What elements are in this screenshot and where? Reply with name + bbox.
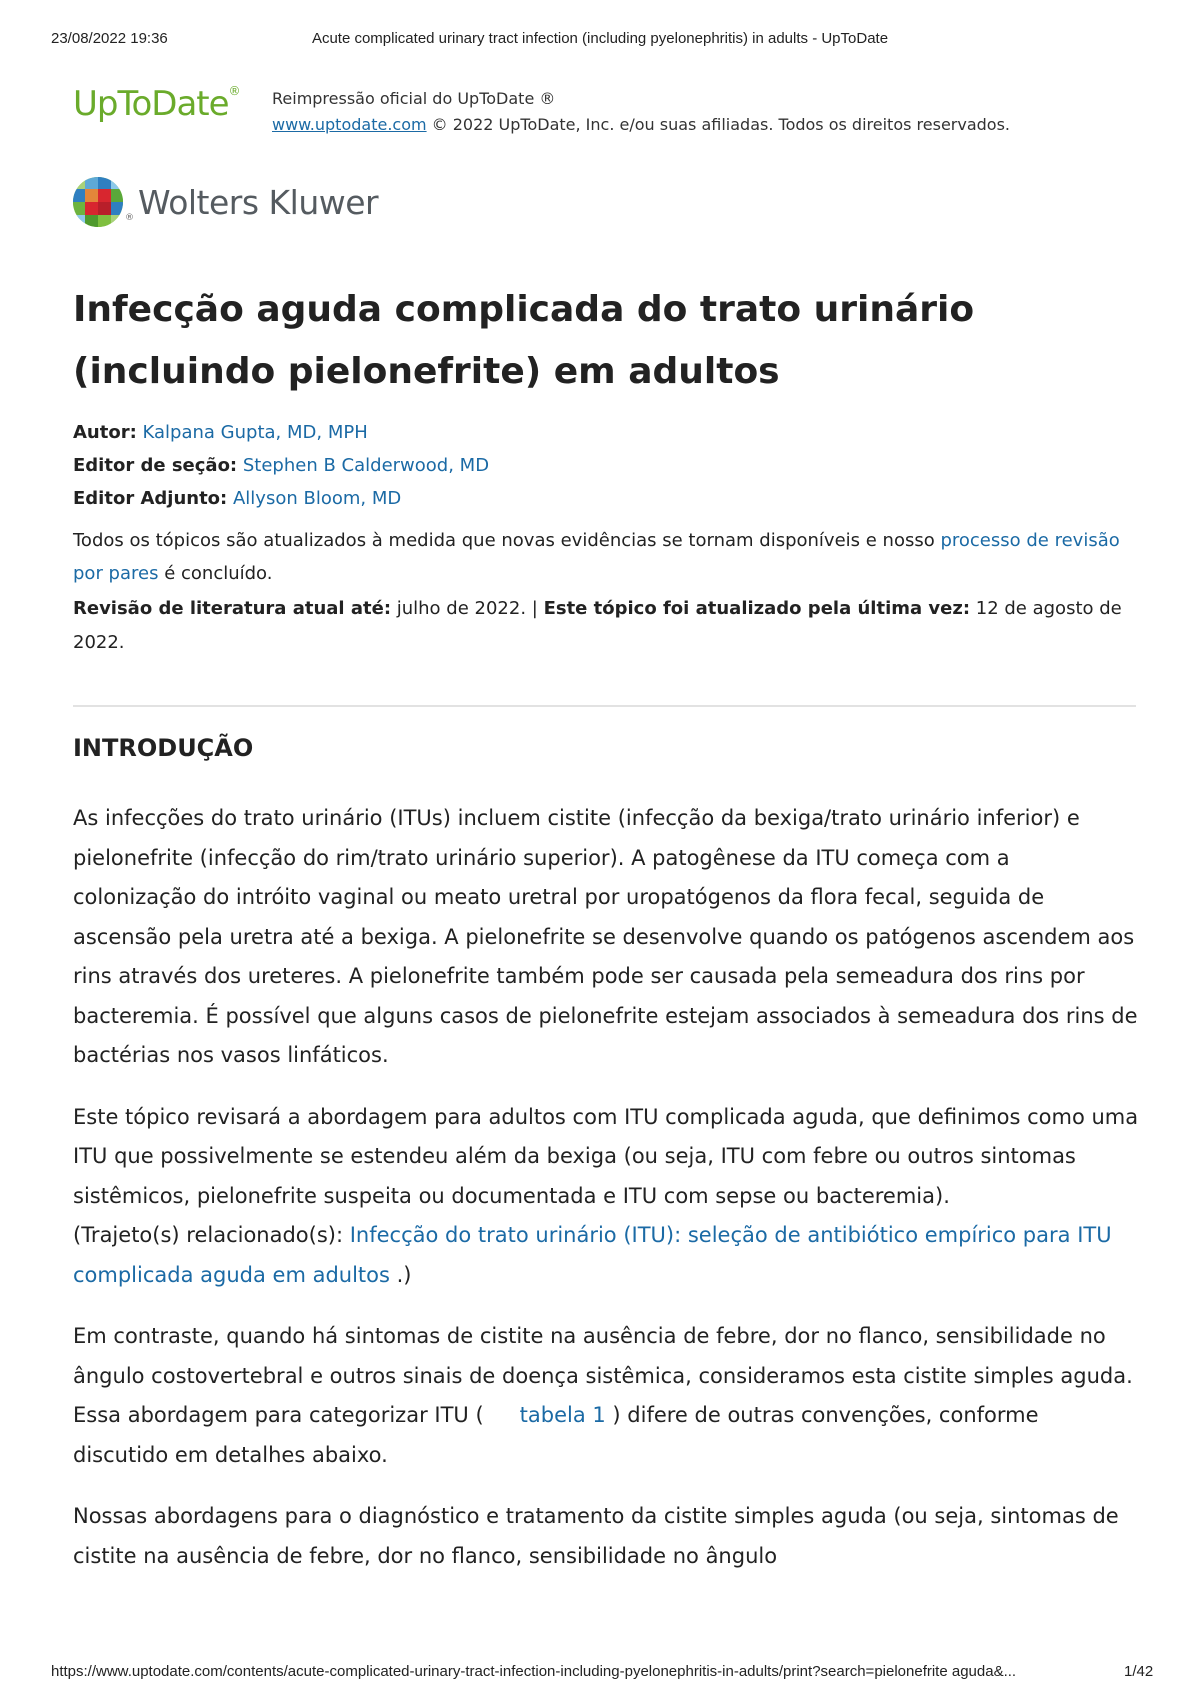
section-divider	[73, 705, 1136, 707]
paragraph-3	[73, 1317, 1139, 1475]
last-updated-value: 12 de agosto de 2022.	[73, 598, 1122, 653]
paragraph-2: Este tópico revisará a abordagem para adultos com ITU complicada aguda, que definimos como uma ITU que possivelmente se estendeu além da bexiga (ou seja, ITU com febre ou outros sintomas sistêmicos, pielonefrite suspeita ou documentada e ITU com sepse ou bacteremia).	[73, 1104, 1139, 1208]
reprint-line: Reimpressão oficial do UpToDate ®	[272, 89, 556, 108]
lit-review-value: julho de 2022. |	[391, 598, 544, 619]
print-page-title: Acute complicated urinary tract infection (including pyelonephritis) in adults - UpToDate	[311, 30, 889, 47]
print-date: 23/08/2022 19:36	[51, 30, 168, 47]
reprint-notice	[272, 86, 1010, 138]
author-link[interactable]: Kalpana Gupta, MD, MPH	[142, 422, 368, 443]
article-meta	[73, 416, 1133, 660]
related-pathway	[73, 1216, 1139, 1295]
page-number: 1/42	[1124, 1663, 1154, 1680]
wolters-kluwer-globe-icon	[72, 176, 124, 228]
wolters-kluwer-logo[interactable]	[72, 176, 378, 228]
section-editor-line	[73, 449, 1133, 482]
paragraph-4: Nossas abordagens para o diagnóstico e tratamento da cistite simples aguda (ou seja, sintomas de cistite na ausência de febre, dor no flanco, sensibilidade no ângulo	[73, 1504, 1119, 1568]
last-updated-label: Este tópico foi atualizado pela última vez:	[543, 598, 971, 619]
wolters-kluwer-name: Wolters Kluwer	[138, 182, 379, 222]
section-editor-link[interactable]: Stephen B Calderwood, MD	[242, 455, 490, 476]
article-title: Infecção aguda complicada do trato urinário (incluindo pielonefrite) em adultos	[73, 289, 975, 392]
deputy-editor-link[interactable]: Allyson Bloom, MD	[232, 488, 402, 509]
author-line	[73, 416, 1133, 449]
related-pathway-link[interactable]: Infecção do trato urinário (ITU): seleção de antibiótico empírico para ITU complicada aguda em adultos	[73, 1223, 1112, 1287]
peer-review-note	[73, 524, 1133, 590]
uptodate-registered-mark: ®	[228, 83, 240, 98]
deputy-editor-line	[73, 482, 1133, 515]
peer-review-process-link[interactable]: processo de revisão por pares	[73, 530, 1120, 584]
review-dates	[73, 592, 1133, 660]
wolters-kluwer-registered-mark: ®	[125, 213, 134, 223]
related-prefix: (Trajeto(s) relacionado(s):	[73, 1223, 350, 1247]
section-heading-introduction: INTRODUÇÃO	[73, 734, 254, 762]
uptodate-logo[interactable]	[73, 84, 240, 124]
paragraph-1: As infecções do trato urinário (ITUs) incluem cistite (infecção da bexiga/trato urinário inferior) e pielonefrite (infecção do rim/trato urinário superior). A patogênese da ITU começa com a colonização do intróito vaginal ou meato uretral por uropatógenos da flora fecal, seguida de ascensão pela uretra até a bexiga. A pielonefrite se desenvolve quando os patógenos ascendem aos rins através dos ureteres. A pielonefrite também pode ser causada pela semeadura dos rins por bacteremia. É possível que alguns casos de pielonefrite estejam associados à semeadura dos rins de bactérias nos vasos linfáticos.	[73, 806, 1138, 1067]
section-editor-label: Editor de seção:	[73, 455, 238, 476]
paragraph-3-suffix: ) difere de outras convenções, conforme discutido em detalhes abaixo.	[73, 1403, 1039, 1467]
lit-review-label: Revisão de literatura atual até:	[73, 598, 392, 619]
print-url: https://www.uptodate.com/contents/acute-complicated-urinary-tract-infection-including-pyelonephritis-in-adults/print?search=pielonefrite aguda&...	[51, 1663, 1017, 1680]
related-suffix: .)	[389, 1262, 412, 1287]
peer-review-note-prefix: Todos os tópicos são atualizados à medida que novas evidências se tornam disponíveis e nosso	[73, 530, 941, 551]
uptodate-logo-text: UpToDate	[73, 84, 229, 124]
peer-review-note-suffix: é concluído.	[158, 563, 273, 584]
table-1-link[interactable]: tabela 1	[519, 1403, 606, 1427]
section-body	[73, 799, 1139, 1576]
paragraph-3-prefix: Em contraste, quando há sintomas de cistite na ausência de febre, dor no flanco, sensibilidade no ângulo costovertebral e outros sinais de doença sistêmica, consideramos esta cistite simples aguda. Essa abordagem para categorizar ITU (	[73, 1324, 1133, 1427]
deputy-editor-label: Editor Adjunto:	[73, 488, 228, 509]
uptodate-site-link[interactable]: www.uptodate.com	[272, 115, 427, 134]
author-label: Autor:	[73, 422, 137, 443]
copyright-text: © 2022 UpToDate, Inc. e/ou suas afiliadas. Todos os direitos reservados.	[426, 115, 1010, 134]
